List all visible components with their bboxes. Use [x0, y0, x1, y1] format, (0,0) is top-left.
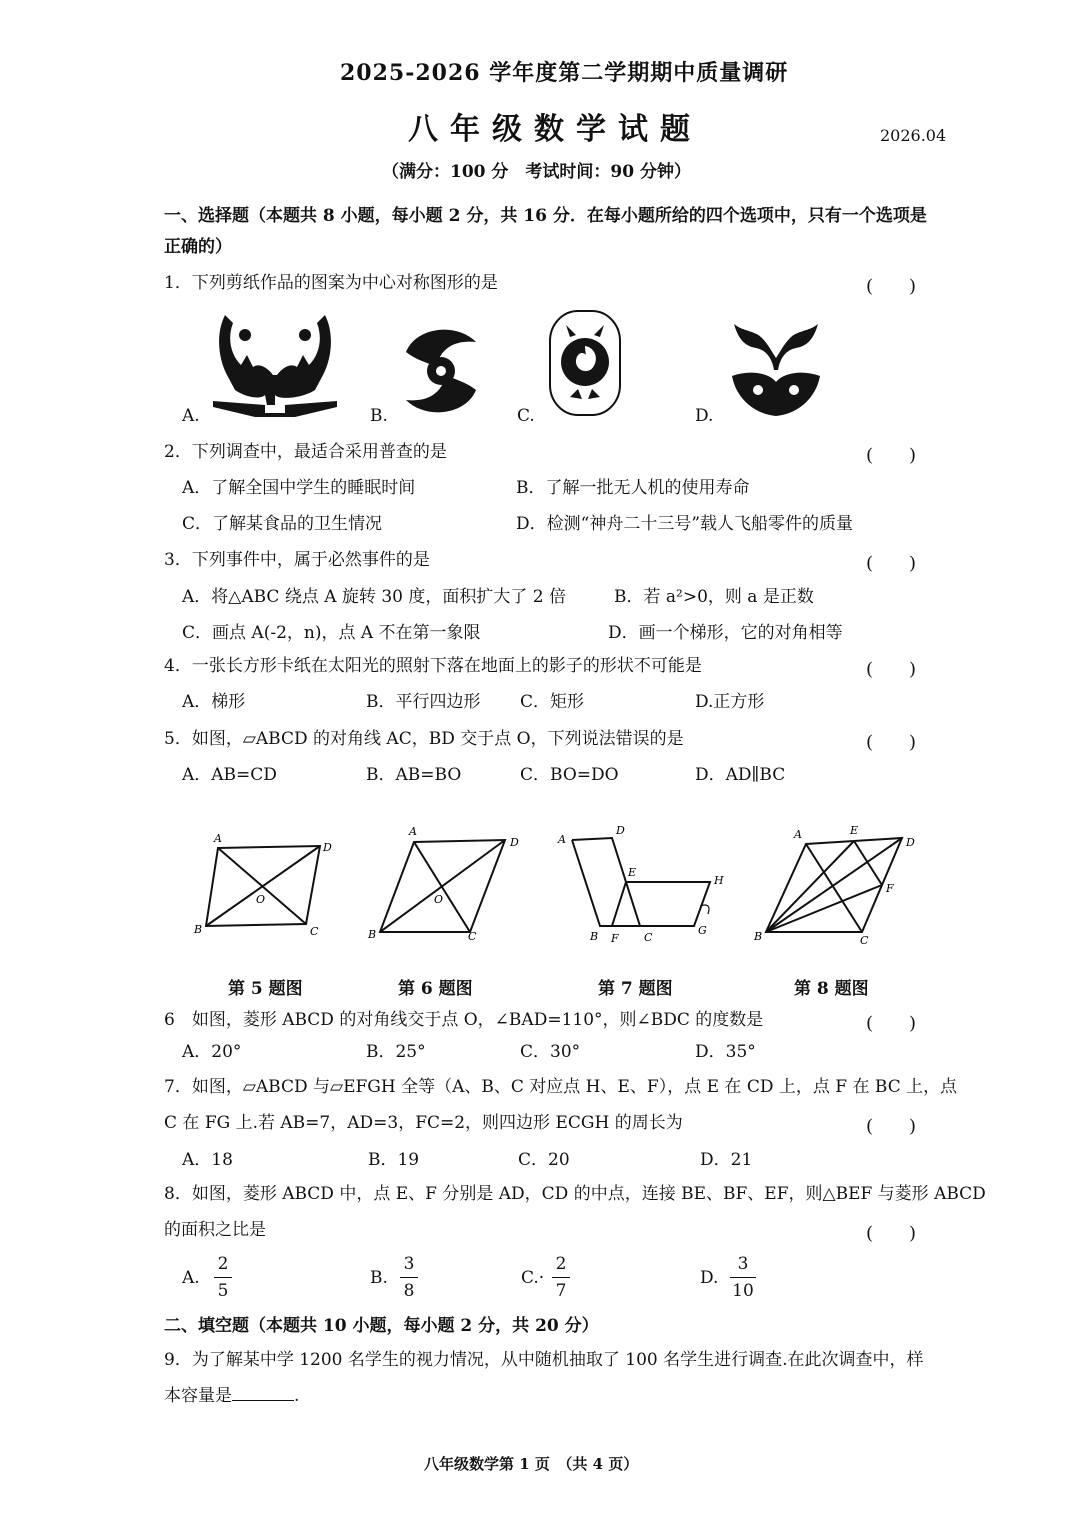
fig6-label-a: A [409, 825, 417, 838]
figure-5-caption: 第 5 题图 [228, 979, 303, 999]
exam-meta: （满分：100 分 考试时间：90 分钟） [382, 162, 691, 182]
fig8-label-c: C [860, 934, 869, 947]
q3-answer-paren[interactable]: ( ) [866, 553, 917, 574]
q2-option-b[interactable]: B．了解一批无人机的使用寿命 [516, 478, 750, 498]
q5-stem: 5．如图，▱ABCD 的对角线 AC，BD 交于点 O，下列说法错误的是 [164, 729, 684, 749]
fig7-label-g: G [698, 924, 707, 937]
q3-option-d[interactable]: D．画一个梯形，它的对角相等 [608, 623, 843, 643]
fig6-label-c: C [468, 930, 477, 943]
q5-option-b[interactable]: B．AB=BO [366, 765, 462, 785]
q4-option-c[interactable]: C．矩形 [520, 692, 585, 712]
figure-7-parallelograms [557, 824, 724, 945]
q8-option-a[interactable]: A. [182, 1268, 200, 1288]
q8-stem: 8．如图，菱形 ABCD 中，点 E、F 分别是 AD，CD 的中点，连接 BE、BF、EF，则△BEF 与菱形 ABCD [164, 1184, 986, 1204]
q4-stem: 4．一张长方形卡纸在太阳光的照射下落在地面上的影子的形状不可能是 [164, 656, 702, 676]
fraction-denominator: 7 [555, 1281, 567, 1301]
fraction-denominator: 8 [403, 1281, 415, 1301]
fig5-label-a: A [214, 832, 222, 845]
q6-option-b[interactable]: B．25° [366, 1042, 426, 1062]
fig6-label-b: B [368, 928, 377, 941]
q6-option-a[interactable]: A．20° [182, 1042, 242, 1062]
q8-option-c[interactable]: C.· [521, 1268, 545, 1288]
q8-option-d[interactable]: D. [700, 1268, 719, 1288]
q8-option-b-fraction [400, 1254, 418, 1301]
exam-header-line: 2025-2026 学年度第二学期期中质量调研 [340, 60, 789, 86]
figure-8-caption: 第 8 题图 [794, 979, 869, 999]
fraction-denominator: 10 [732, 1281, 754, 1301]
fig8-label-d: D [906, 836, 915, 849]
q7-option-d[interactable]: D．21 [700, 1150, 753, 1170]
page-footer: 八年级数学第 1 页 （共 4 页） [424, 1455, 639, 1473]
fig6-label-d: D [510, 836, 519, 849]
q6-option-c[interactable]: C．30° [520, 1042, 581, 1062]
fig8-label-a: A [794, 828, 802, 841]
q8-option-c-fraction [552, 1254, 570, 1301]
q7-option-b[interactable]: B．19 [368, 1150, 420, 1170]
q7-stem: 7．如图，▱ABCD 与▱EFGH 全等（A、B、C 对应点 H、E、F），点 E 在 CD 上，点 F 在 BC 上，点 [164, 1077, 958, 1097]
q1-option-b[interactable]: B. [370, 406, 388, 426]
fig5-label-o: O [256, 893, 266, 906]
fig7-label-c: C [644, 931, 653, 944]
fig8-label-f: F [886, 882, 894, 895]
q6-answer-paren[interactable]: ( ) [866, 1013, 917, 1034]
q3-option-a[interactable]: A．将△ABC 绕点 A 旋转 30 度，面积扩大了 2 倍 [182, 587, 566, 607]
q2-stem: 2．下列调查中，最适合采用普查的是 [164, 442, 447, 462]
q1-answer-paren[interactable]: ( ) [866, 276, 917, 297]
fig5-label-b: B [194, 923, 203, 936]
q9-stem-tail: . [294, 1386, 300, 1406]
q1-option-a[interactable]: A. [182, 406, 200, 426]
q6-stem: 6 如图，菱形 ABCD 的对角线交于点 O，∠BAD=110°，则∠BDC 的度数是 [164, 1010, 764, 1030]
q5-option-a[interactable]: A．AB=CD [182, 765, 277, 785]
page-title: 八年级数学试题 [408, 112, 702, 147]
q1-stem: 1．下列剪纸作品的图案为中心对称图形的是 [164, 273, 498, 293]
q6-option-d[interactable]: D．35° [695, 1042, 756, 1062]
fraction-numerator: 2 [217, 1254, 229, 1274]
q4-option-b[interactable]: B．平行四边形 [366, 692, 481, 712]
q8-answer-paren[interactable]: ( ) [866, 1223, 917, 1244]
q3-option-b[interactable]: B．若 a²>0，则 a 是正数 [614, 587, 814, 607]
fig6-label-o: O [434, 893, 444, 906]
section2-heading: 二、填空题（本题共 10 小题，每小题 2 分，共 20 分） [164, 1316, 599, 1336]
q4-option-a[interactable]: A．梯形 [182, 692, 246, 712]
q7-option-c[interactable]: C．20 [518, 1150, 570, 1170]
section1-heading: 一、选择题（本题共 8 小题，每小题 2 分，共 16 分．在每小题所给的四个选项中，只有一个选项是 [164, 206, 927, 226]
figure-6-caption: 第 6 题图 [398, 979, 473, 999]
fig5-label-c: C [310, 925, 319, 938]
q2-option-c[interactable]: C．了解某食品的卫生情况 [182, 514, 383, 534]
figure-7-caption: 第 7 题图 [598, 979, 673, 999]
q1-option-c[interactable]: C. [517, 406, 535, 426]
q4-answer-paren[interactable]: ( ) [866, 659, 917, 680]
q7-option-a[interactable]: A．18 [182, 1150, 233, 1170]
q8-option-a-fraction [214, 1254, 232, 1301]
fig7-label-b: B [590, 930, 599, 943]
q3-option-c[interactable]: C．画点 A(-2，n)，点 A 不在第一象限 [182, 623, 481, 643]
q5-answer-paren[interactable]: ( ) [866, 732, 917, 753]
q5-option-d[interactable]: D．AD∥BC [695, 765, 786, 785]
fraction-denominator: 5 [217, 1281, 229, 1301]
exam-date: 2026.04 [880, 126, 947, 145]
fig8-label-e: E [850, 824, 859, 837]
figure-6-rhombus [367, 825, 519, 943]
q9-stem: 9．为了解某中学 1200 名学生的视力情况，从中随机抽取了 100 名学生进行调查.在此次调查中，样 [164, 1350, 924, 1370]
q9-stem-cont [164, 1386, 299, 1406]
fig7-label-h: H [714, 874, 724, 887]
fraction-numerator: 3 [737, 1254, 749, 1274]
q7-stem-cont: C 在 FG 上.若 AB=7，AD=3，FC=2，则四边形 ECGH 的周长为 [164, 1113, 683, 1133]
figure-5-rectangle [193, 832, 332, 938]
fig8-label-b: B [754, 930, 763, 943]
q1-option-d[interactable]: D. [695, 406, 714, 426]
q2-option-a[interactable]: A．了解全国中学生的睡眠时间 [182, 478, 416, 498]
q8-option-d-fraction [730, 1254, 756, 1301]
q8-option-b[interactable]: B. [370, 1268, 388, 1288]
q4-option-d[interactable]: D.正方形 [695, 692, 765, 712]
q9-stem-text: 本容量是 [164, 1386, 232, 1406]
fig7-label-e: E [628, 866, 637, 879]
fraction-numerator: 2 [555, 1254, 567, 1274]
q2-answer-paren[interactable]: ( ) [866, 445, 917, 466]
q7-answer-paren[interactable]: ( ) [866, 1116, 917, 1137]
section1-heading-cont: 正确的） [164, 237, 232, 257]
q2-option-d[interactable]: D．检测“神舟二十三号”载人飞船零件的质量 [516, 514, 854, 534]
figure-8-rhombus [753, 824, 915, 947]
q9-answer-blank[interactable] [232, 1386, 294, 1401]
fig7-label-a: A [558, 833, 566, 846]
q5-option-c[interactable]: C．BO=DO [520, 765, 619, 785]
fraction-numerator: 3 [403, 1254, 415, 1274]
q3-stem: 3．下列事件中，属于必然事件的是 [164, 550, 430, 570]
fig7-label-d: D [616, 824, 625, 837]
fig5-label-d: D [323, 841, 332, 854]
q8-stem-cont: 的面积之比是 [164, 1220, 266, 1240]
fig7-label-f: F [611, 932, 619, 945]
